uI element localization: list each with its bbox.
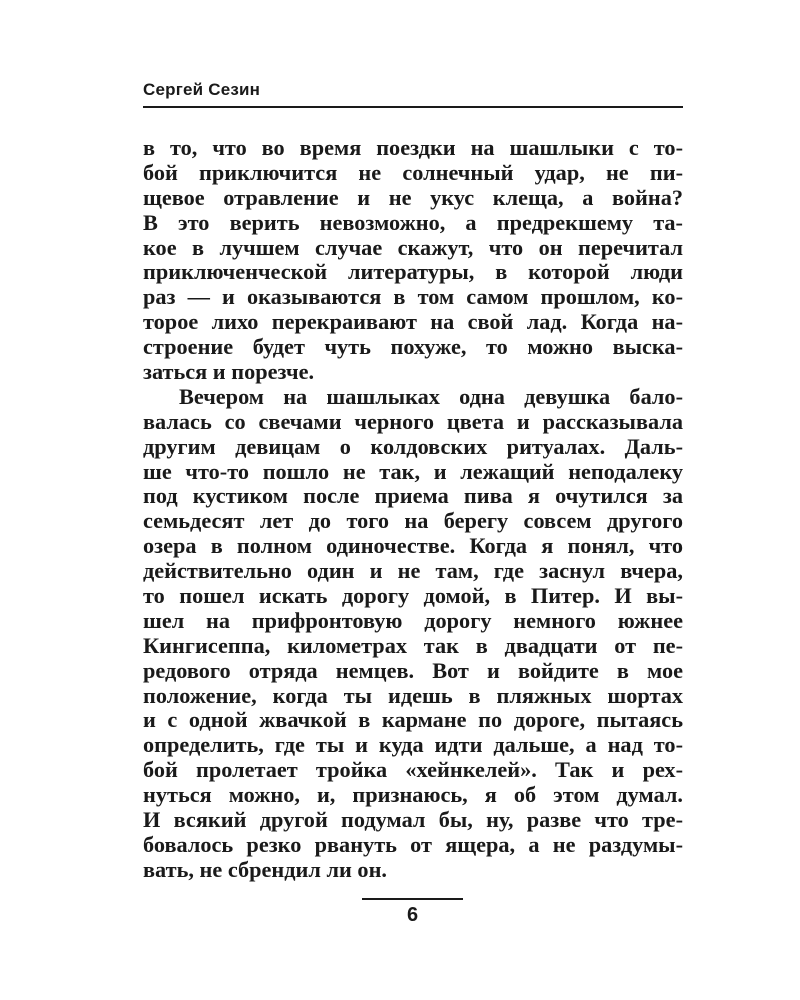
running-header (143, 80, 683, 108)
text-line: другим девицам о колдовских ритуалах. Даль- (143, 433, 683, 459)
text-line: и с одной жвачкой в кармане по дороге, пытаясь (143, 707, 683, 733)
text-line: торое лихо перекраивают на свой лад. Когда на- (143, 309, 683, 335)
text-line: семьдесят лет до того на берегу совсем другого (143, 508, 683, 534)
text-line: редового отряда немцев. Вот и войдите в мое (143, 657, 683, 683)
text-line: И всякий другой подумал бы, ну, разве что тре- (143, 807, 683, 833)
text-line: положение, когда ты идешь в пляжных шортах (143, 682, 683, 708)
footer-divider (362, 898, 463, 900)
text-line: озера в полном одиночестве. Когда я понял, что (143, 533, 683, 559)
text-line: бовалось резко рвануть от ящера, а не раздумы- (143, 831, 683, 857)
page-number: 6 (406, 904, 419, 926)
text-line: бой приключится не солнечный удар, не пи- (143, 159, 683, 185)
text-line: определить, где ты и куда идти дальше, а над то- (143, 732, 683, 758)
text-line: бой пролетает тройка «хейнкелей». Так и рех- (143, 757, 683, 783)
body-text (143, 136, 683, 883)
text-line: в то, что во время поездки на шашлыки с то- (143, 135, 683, 160)
text-line: заться и порезче. (143, 359, 315, 385)
text-line: Кингисеппа, километрах так в двадцати от пе- (143, 632, 683, 658)
text-line: то пошел искать дорогу домой, в Питер. И вы- (143, 583, 683, 609)
text-line: нуться можно, и, признаюсь, я об этом думал. (143, 782, 683, 808)
text-line: под кустиком после приема пива я очутился за (143, 483, 683, 509)
text-line: приключенческой литературы, в которой люди (143, 259, 683, 285)
text-line: щевое отравление и не укус клеща, а война? (143, 184, 683, 210)
text-line: ше что-то пошло не так, и лежащий неподалеку (143, 458, 683, 484)
text-line: шел на прифронтовую дорогу немного южнее (143, 607, 683, 633)
header-author: Сергей Сезин (143, 80, 261, 99)
text-line: Вечером на шашлыках одна девушка бало- (179, 383, 683, 409)
text-line: кое в лучшем случае скажут, что он перечитал (143, 234, 683, 260)
text-line: раз — и оказываются в том самом прошлом, ко- (143, 284, 683, 310)
text-line: строение будет чуть похуже, то можно выска- (143, 334, 683, 360)
text-line: В это верить невозможно, а предрекшему та- (143, 209, 683, 235)
text-line: валась со свечами черного цвета и рассказывала (143, 408, 683, 434)
text-line: действительно один и не там, где заснул вчера, (143, 558, 683, 584)
text-line: вать, не сбрендил ли он. (143, 856, 387, 882)
